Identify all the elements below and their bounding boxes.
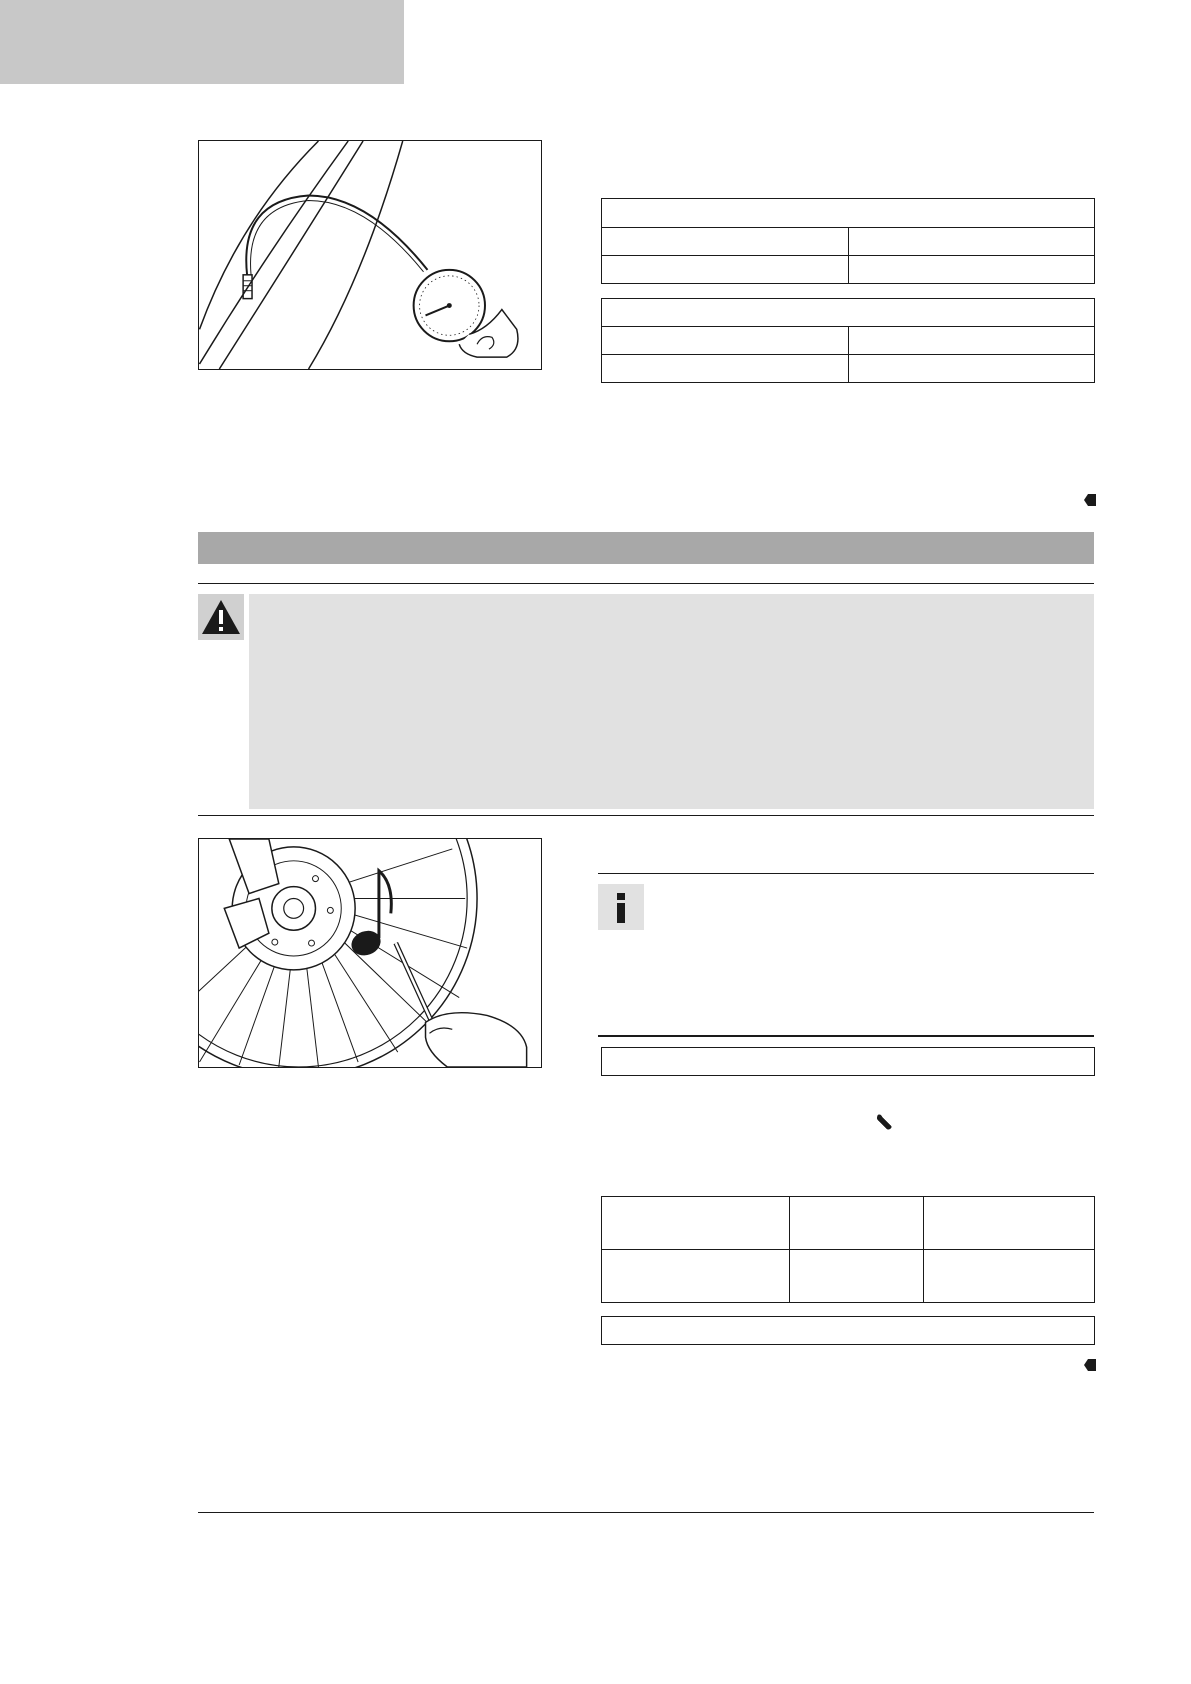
spoke-tension-check-illustration [199, 839, 541, 1067]
table-cell [848, 228, 1095, 256]
spec-table-3 [601, 1196, 1095, 1303]
specification-box [601, 1047, 1095, 1076]
table-cell [602, 228, 849, 256]
spoke-tension-figure [198, 838, 542, 1068]
table-cell [924, 1197, 1095, 1250]
table-cell [602, 355, 849, 383]
section-title-bar [198, 532, 1094, 564]
table-cell [602, 327, 849, 355]
warning-triangle-icon [198, 594, 244, 640]
footer-rule [198, 1512, 1094, 1513]
table-cell [790, 1197, 924, 1250]
end-of-section-icon [1084, 494, 1096, 506]
header-tab [0, 0, 404, 84]
table-cell [848, 256, 1095, 284]
warning-box [249, 594, 1094, 809]
spec-table-1 [601, 198, 1095, 284]
table-cell [848, 327, 1095, 355]
end-of-section-icon [1084, 1359, 1096, 1371]
warning-top-rule [198, 583, 1094, 584]
table-cell [848, 355, 1095, 383]
info-top-rule [598, 873, 1094, 874]
warning-icon-background [198, 594, 244, 640]
wrench-icon [875, 1113, 893, 1131]
spec-table-1-header [602, 199, 1095, 228]
table-cell [924, 1250, 1095, 1303]
tire-pressure-gauge-figure [198, 140, 542, 370]
info-icon-background [598, 884, 644, 930]
warning-bottom-rule [198, 815, 1094, 816]
info-bottom-rule [598, 1035, 1094, 1037]
table-cell [602, 1197, 790, 1250]
table-cell [602, 256, 849, 284]
specification-box-2 [601, 1316, 1095, 1345]
table-cell [602, 1250, 790, 1303]
spec-table-2 [601, 298, 1095, 383]
table-cell [790, 1250, 924, 1303]
spec-table-2-header [602, 299, 1095, 327]
tire-pressure-gauge-illustration [199, 141, 541, 369]
info-icon [598, 884, 644, 930]
